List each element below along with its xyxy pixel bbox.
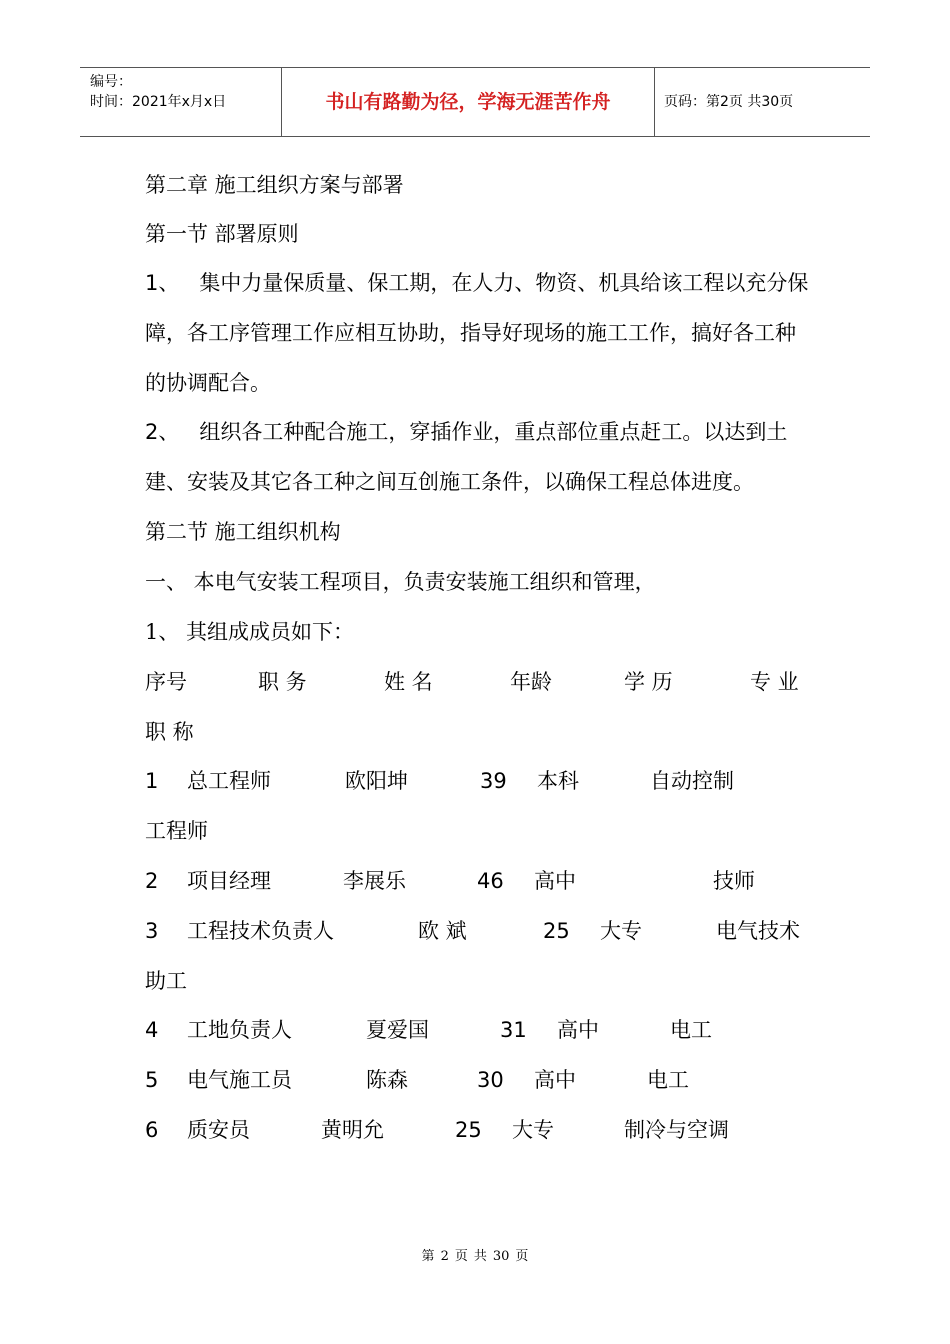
column-header: 姓 名 xyxy=(384,670,433,694)
paragraph-2 xyxy=(145,407,810,507)
column-header: 学 历 xyxy=(624,670,673,694)
cell-education: 高中 xyxy=(534,869,576,893)
cell-name: 夏爱国 xyxy=(366,1018,429,1042)
cell-name: 李展乐 xyxy=(343,869,406,893)
cell-name: 陈森 xyxy=(366,1068,408,1092)
section-title: 第一节 部署原则 xyxy=(145,222,299,246)
cell-major: 电工 xyxy=(670,1018,712,1042)
footer-text: 页 xyxy=(454,1249,468,1264)
number-label: 编号： xyxy=(90,74,132,90)
column-header: 职 务 xyxy=(258,670,307,694)
cell-age: 25 xyxy=(455,1118,482,1142)
paragraph-number: 1、 xyxy=(145,271,180,295)
cell-age: 46 xyxy=(477,869,504,893)
cell-position: 工地负责人 xyxy=(187,1018,292,1042)
cell-age: 31 xyxy=(500,1018,527,1042)
column-header: 专 业 xyxy=(750,670,799,694)
cell-education: 高中 xyxy=(534,1068,576,1092)
cell-name: 黄明允 xyxy=(321,1118,384,1142)
header-meta xyxy=(90,72,226,112)
cell-title: 助工 xyxy=(145,969,187,993)
header-motto: 书山有路勤为径，学海无涯苦作舟 xyxy=(325,91,611,113)
cell-major: 电工 xyxy=(647,1068,689,1092)
cell-position: 工程技术负责人 xyxy=(187,919,334,943)
cell-index: 3 xyxy=(145,919,159,943)
header-divider xyxy=(654,68,655,136)
column-header: 序号 xyxy=(145,670,187,694)
cell-index: 5 xyxy=(145,1068,159,1092)
cell-index: 4 xyxy=(145,1018,159,1042)
cell-education: 大专 xyxy=(512,1118,554,1142)
cell-position: 电气施工员 xyxy=(187,1068,292,1092)
cell-position: 总工程师 xyxy=(187,769,271,793)
page-footer xyxy=(0,1245,950,1264)
header-page-info: 页码：第2页 共30页 xyxy=(664,94,794,110)
cell-index: 2 xyxy=(145,869,159,893)
page-header xyxy=(80,67,870,137)
column-header: 职 称 xyxy=(145,720,194,744)
cell-title: 技师 xyxy=(713,869,755,893)
date-label: 时间：2021年x月x日 xyxy=(90,94,227,110)
footer-text: 共 xyxy=(473,1249,487,1264)
cell-age: 30 xyxy=(477,1068,504,1092)
cell-name: 欧 斌 xyxy=(418,919,467,943)
paragraph-text: 集中力量保质量、保工期，在人力、物资、机具给该工程以充分保障，各工序管理工作应相互协助，指导好现场的施工工作，搞好各工种的协调配合。 xyxy=(145,271,809,395)
list-item: 1、 其组成成员如下： xyxy=(145,620,355,644)
paragraph-1 xyxy=(145,258,810,408)
section-title: 第二节 施工组织机构 xyxy=(145,520,341,544)
cell-name: 欧阳坤 xyxy=(345,769,408,793)
footer-total-pages: 30 xyxy=(492,1249,510,1264)
paragraph-number: 2、 xyxy=(145,420,180,444)
footer-page-number: 2 xyxy=(440,1249,449,1264)
cell-education: 高中 xyxy=(557,1018,599,1042)
column-header: 年龄 xyxy=(510,670,552,694)
cell-age: 39 xyxy=(480,769,507,793)
cell-education: 本科 xyxy=(537,769,579,793)
cell-major: 电气技术 xyxy=(716,919,800,943)
cell-index: 6 xyxy=(145,1118,159,1142)
cell-index: 1 xyxy=(145,769,159,793)
paragraph-text: 组织各工种配合施工，穿插作业，重点部位重点赶工。以达到土建、安装及其它各工种之间互创施工条件，以确保工程总体进度。 xyxy=(145,420,788,494)
chapter-title: 第二章 施工组织方案与部署 xyxy=(145,173,404,197)
footer-text: 页 xyxy=(515,1249,529,1264)
cell-education: 大专 xyxy=(600,919,642,943)
cell-age: 25 xyxy=(543,919,570,943)
cell-title: 工程师 xyxy=(145,819,208,843)
cell-major: 自动控制 xyxy=(650,769,734,793)
cell-position: 质安员 xyxy=(187,1118,250,1142)
footer-text: 第 xyxy=(421,1249,435,1264)
cell-major: 制冷与空调 xyxy=(624,1118,729,1142)
cell-position: 项目经理 xyxy=(187,869,271,893)
list-item: 一、 本电气安装工程项目，负责安装施工组织和管理， xyxy=(145,570,656,594)
